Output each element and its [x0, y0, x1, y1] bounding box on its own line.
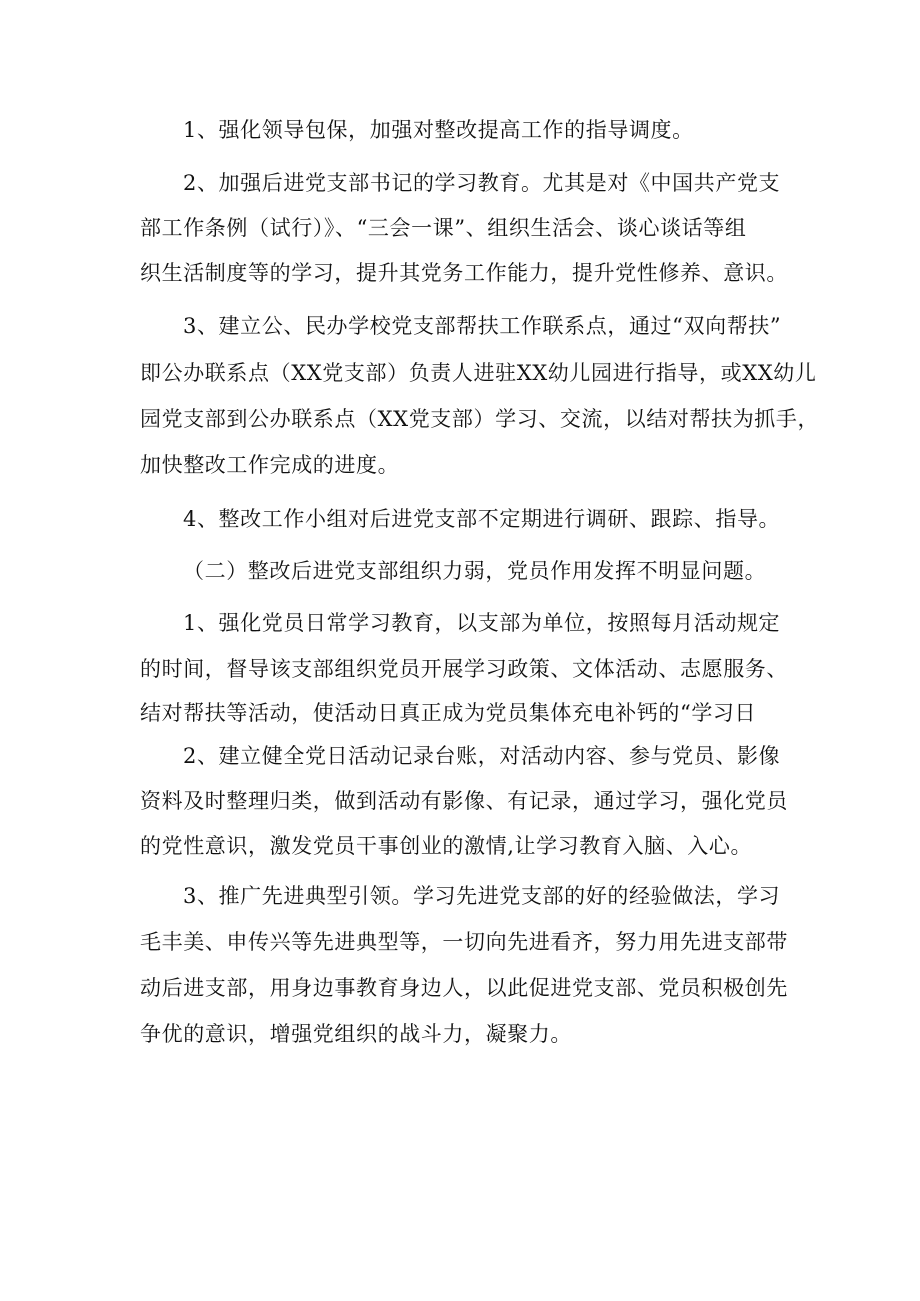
paragraph-7-line-3: 动后进支部，用身边事教育身边人，以此促进党支部、党员积极创先	[140, 976, 788, 1000]
paragraph-7-line-1: 3、推广先进典型引领。学习先进党支部的好的经验做法，学习	[183, 884, 781, 908]
paragraph-1-line-1: 1、强化领导包保，加强对整改提高工作的指导调度。	[183, 118, 694, 142]
paragraph-4-line-1: 4、整改工作小组对后进党支部不定期进行调研、跟踪、指导。	[183, 507, 781, 531]
paragraph-6-line-1: 2、建立健全党日活动记录台账，对活动内容、参与党员、影像	[183, 744, 781, 768]
paragraph-3-line-2: 即公办联系点（XX党支部）负责人进驻XX幼儿园进行指导，或XX幼儿	[140, 361, 817, 385]
paragraph-2-line-1: 2、加强后进党支部书记的学习教育。尤其是对《中国共产党支	[183, 171, 781, 195]
paragraph-6-line-3: 的党性意识，激发党员干事创业的激情,让学习教育入脑、入心。	[140, 834, 753, 858]
paragraph-3-line-3: 园党支部到公办联系点（XX党支部）学习、交流，以结对帮扶为抓手，	[140, 407, 820, 431]
paragraph-7-line-4: 争优的意识，增强党组织的战斗力，凝聚力。	[140, 1022, 572, 1046]
paragraph-3-line-1: 3、建立公、民办学校党支部帮扶工作联系点，通过“双向帮扶”	[183, 314, 782, 338]
paragraph-5-line-2: 的时间，督导该支部组织党员开展学习政策、文体活动、志愿服务、	[140, 657, 788, 681]
paragraph-5-line-1: 1、强化党员日常学习教育，以支部为单位，按照每月活动规定	[183, 611, 781, 635]
paragraph-5-line-3: 结对帮扶等活动，使活动日真正成为党员集体充电补钙的“学习日	[140, 701, 757, 725]
paragraph-2-line-2: 部工作条例（试行）》、“三会一课”、组织生活会、谈心谈话等组	[140, 216, 747, 240]
paragraph-2-line-3: 织生活制度等的学习，提升其党务工作能力，提升党性修养、意识。	[140, 261, 788, 285]
paragraph-6-line-2: 资料及时整理归类，做到活动有影像、有记录，通过学习，强化党员	[140, 789, 788, 813]
section-heading: （二）整改后进党支部组织力弱，党员作用发挥不明显问题。	[183, 559, 767, 583]
paragraph-7-line-2: 毛丰美、申传兴等先进典型等，一切向先进看齐，努力用先进支部带	[140, 930, 788, 954]
paragraph-3-line-4: 加快整改工作完成的进度。	[140, 453, 400, 477]
